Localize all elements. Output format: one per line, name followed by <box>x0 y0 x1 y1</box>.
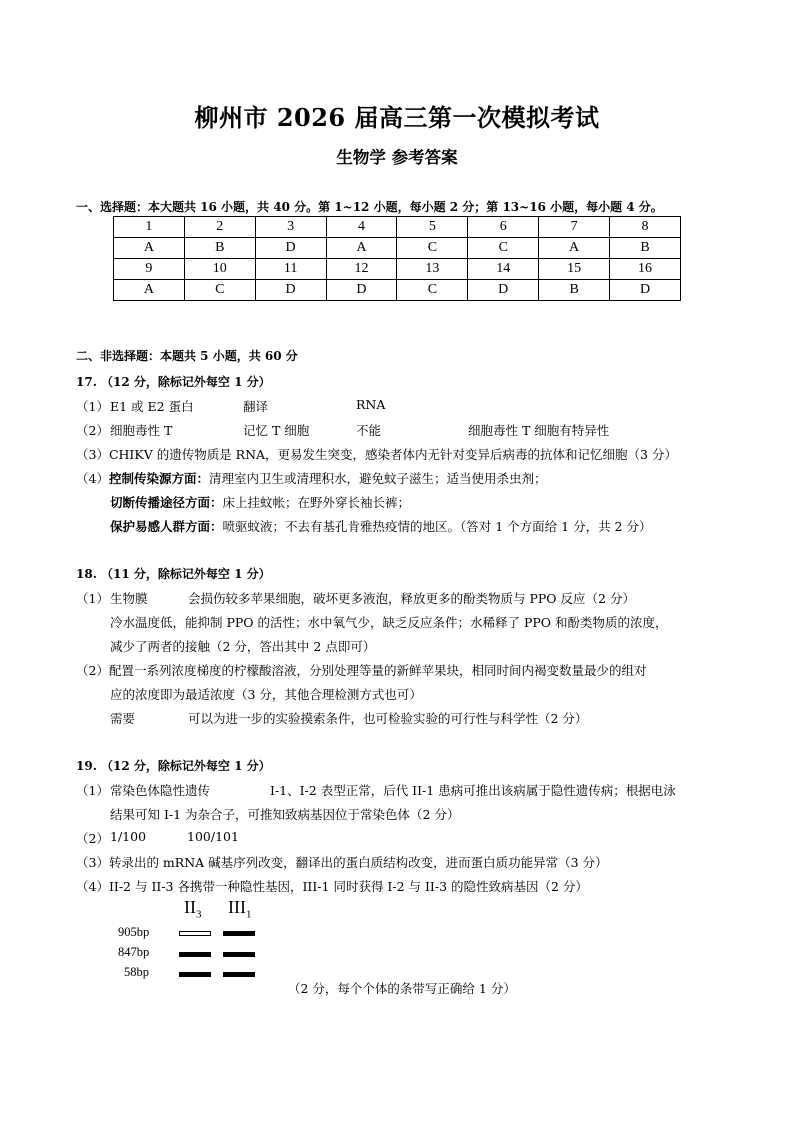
band-size-label: 847bp <box>118 945 150 959</box>
q17-heading: 17. （12 分，除标记外每空 1 分） <box>76 375 271 389</box>
table-row <box>114 238 681 259</box>
q18-line3: 减少了两者的接触（2 分，答出其中 2 点即可） <box>110 639 376 654</box>
q19-line2: 结果可知 I-1 为杂合子，可推知致病基因位于常染色体（2 分） <box>110 807 460 822</box>
q18-line1-b: 会损伤较多苹果细胞，破坏更多液泡，释放更多的酚类物质与 PPO 反应（2 分） <box>188 591 635 606</box>
table-cell: 4 <box>326 217 397 238</box>
table-cell: 2 <box>184 217 255 238</box>
q17-line6-text: 喷驱蚊液；不去有基孔肯雅热疫情的地区。（答对 1 个方面给 1 分，共 2 分） <box>222 519 652 534</box>
q19-line3-num: （2） <box>76 831 109 846</box>
table-cell: C <box>397 238 468 259</box>
lane-label-sub: 3 <box>196 908 202 921</box>
table-cell: D <box>255 238 326 259</box>
q17-line6 <box>110 517 651 535</box>
table-cell: 8 <box>610 217 681 238</box>
q18-line4-text: 配置一系列浓度梯度的柠檬酸溶液，分别处理等量的新鲜苹果块，相同时间内褐变数量最少的组对 <box>108 663 647 678</box>
table-cell: C <box>397 280 468 301</box>
q17-line5-bold: 切断传播途径方面： <box>110 495 223 510</box>
q19-line1-a: 常染色体隐性遗传 <box>110 783 211 798</box>
q17-line4-num: （4） <box>76 471 109 486</box>
q18-line6-b: 可以为进一步的实验摸索条件，也可检验实验的可行性与科学性（2 分） <box>188 711 588 726</box>
table-cell: D <box>326 280 397 301</box>
table-cell: A <box>114 280 185 301</box>
gel-band-III1-58 <box>223 972 255 977</box>
q17-line1-a: E1 或 E2 蛋白 <box>110 399 194 414</box>
table-cell: 7 <box>539 217 610 238</box>
q19-line3-b: 100/101 <box>187 829 239 844</box>
table-cell: A <box>326 238 397 259</box>
table-cell: D <box>610 280 681 301</box>
q18-line1-a: 生物膜 <box>110 591 148 606</box>
table-cell: 6 <box>468 217 539 238</box>
band-size-label: 905bp <box>118 925 150 939</box>
q18-line5: 应的浓度即为最适浓度（3 分，其他合理检测方式也可） <box>110 687 422 702</box>
table-cell: 10 <box>184 259 255 280</box>
q17-line2-a: 细胞毒性 T <box>110 423 173 438</box>
table-row <box>114 280 681 301</box>
table-cell: C <box>184 280 255 301</box>
q17-line2-b: 记忆 T 细胞 <box>243 423 310 438</box>
q17-line6-bold: 保护易感人群方面： <box>110 519 223 534</box>
gel-note: （2 分，每个个体的条带写正确给 1 分） <box>288 981 516 996</box>
lane-label-III1 <box>228 897 251 921</box>
q18-line1-num: （1） <box>76 591 109 606</box>
section2-heading: 二、非选择题：本题共 5 小题，共 60 分 <box>76 349 298 363</box>
gel-band-III1-905 <box>223 931 255 936</box>
gel-band-II3-58 <box>179 972 211 977</box>
q18-line4 <box>76 661 646 679</box>
q18-line2: 冷水温度低，能抑制 PPO 的活性；水中氧气少，缺乏反应条件；水稀释了 PPO 和酚类物质的浓度， <box>110 615 668 630</box>
q17-line1-b: 翻译 <box>243 399 269 414</box>
table-cell: 16 <box>610 259 681 280</box>
table-cell: 1 <box>114 217 185 238</box>
table-cell: C <box>468 238 539 259</box>
table-cell: 12 <box>326 259 397 280</box>
q18-line6-a: 需要 <box>110 711 136 726</box>
gel-band-II3-905 <box>179 931 211 936</box>
table-cell: A <box>539 238 610 259</box>
q19-line5: （4）II-2 与 II-3 各携带一种隐性基因，III-1 同时获得 I-2 与 II-3 的隐性致病基因（2 分） <box>76 879 588 894</box>
q17-line2-num: （2） <box>76 423 109 438</box>
q17-line5-text: 床上挂蚊帐；在野外穿长袖长裤； <box>222 495 411 510</box>
q17-line2-c: 不能 <box>356 423 382 438</box>
table-row <box>114 259 681 280</box>
band-size-label: 58bp <box>124 965 149 979</box>
gel-band-III1-847 <box>223 952 255 957</box>
q17-line2-d: 细胞毒性 T 细胞有特异性 <box>468 423 610 438</box>
lane-label-sub: 1 <box>245 908 252 921</box>
q17-line1-num: （1） <box>76 399 109 414</box>
q18-line4-num: （2） <box>76 663 109 678</box>
gel-band-II3-847 <box>179 952 211 957</box>
section1-heading: 一、选择题：本大题共 16 小题，共 40 分。第 1~12 小题，每小题 2 分；第 13~16 小题，每小题 4 分。 <box>76 200 663 214</box>
q19-line1-b: I-1、I-2 表型正常，后代 II-1 患病可推出该病属于隐性遗传病；根据电泳 <box>270 783 676 798</box>
lane-label-II3 <box>184 897 202 921</box>
table-row <box>114 217 681 238</box>
answer-table <box>113 216 681 301</box>
q19-line4: （3）转录出的 mRNA 碱基序列改变，翻译出的蛋白质结构改变，进而蛋白质功能异常（3 分） <box>76 855 608 870</box>
table-cell: A <box>114 238 185 259</box>
table-cell: D <box>468 280 539 301</box>
table-cell: 15 <box>539 259 610 280</box>
table-cell: D <box>255 280 326 301</box>
table-cell: 3 <box>255 217 326 238</box>
table-cell: 13 <box>397 259 468 280</box>
q17-line4-text: 清理室内卫生或清理积水，避免蚊子滋生；适当使用杀虫剂； <box>208 471 547 486</box>
lane-label-text: III <box>228 897 246 917</box>
page-subtitle: 生物学 参考答案 <box>336 148 458 167</box>
q19-line3-a: 1/100 <box>110 829 147 844</box>
table-cell: 11 <box>255 259 326 280</box>
table-cell: 14 <box>468 259 539 280</box>
lane-label-text: II <box>184 897 196 917</box>
table-cell: B <box>184 238 255 259</box>
table-cell: 9 <box>114 259 185 280</box>
page-title: 柳州市 2026 届高三第一次模拟考试 <box>194 103 600 132</box>
q17-line3: （3）CHIKV 的遗传物质是 RNA，更易发生突变，感染者体内无针对变异后病毒的抗体和记忆细胞（3 分） <box>76 447 677 462</box>
q17-line5 <box>110 493 410 511</box>
q19-heading: 19. （12 分，除标记外每空 1 分） <box>76 759 271 773</box>
q19-line1-num: （1） <box>76 783 109 798</box>
q17-line4-bold: 控制传染源方面： <box>108 471 209 486</box>
q17-line4 <box>76 469 546 487</box>
table-cell: 5 <box>397 217 468 238</box>
q17-line1-c: RNA <box>356 397 386 412</box>
table-cell: B <box>539 280 610 301</box>
table-cell: B <box>610 238 681 259</box>
q18-heading: 18. （11 分，除标记外每空 1 分） <box>76 567 271 581</box>
